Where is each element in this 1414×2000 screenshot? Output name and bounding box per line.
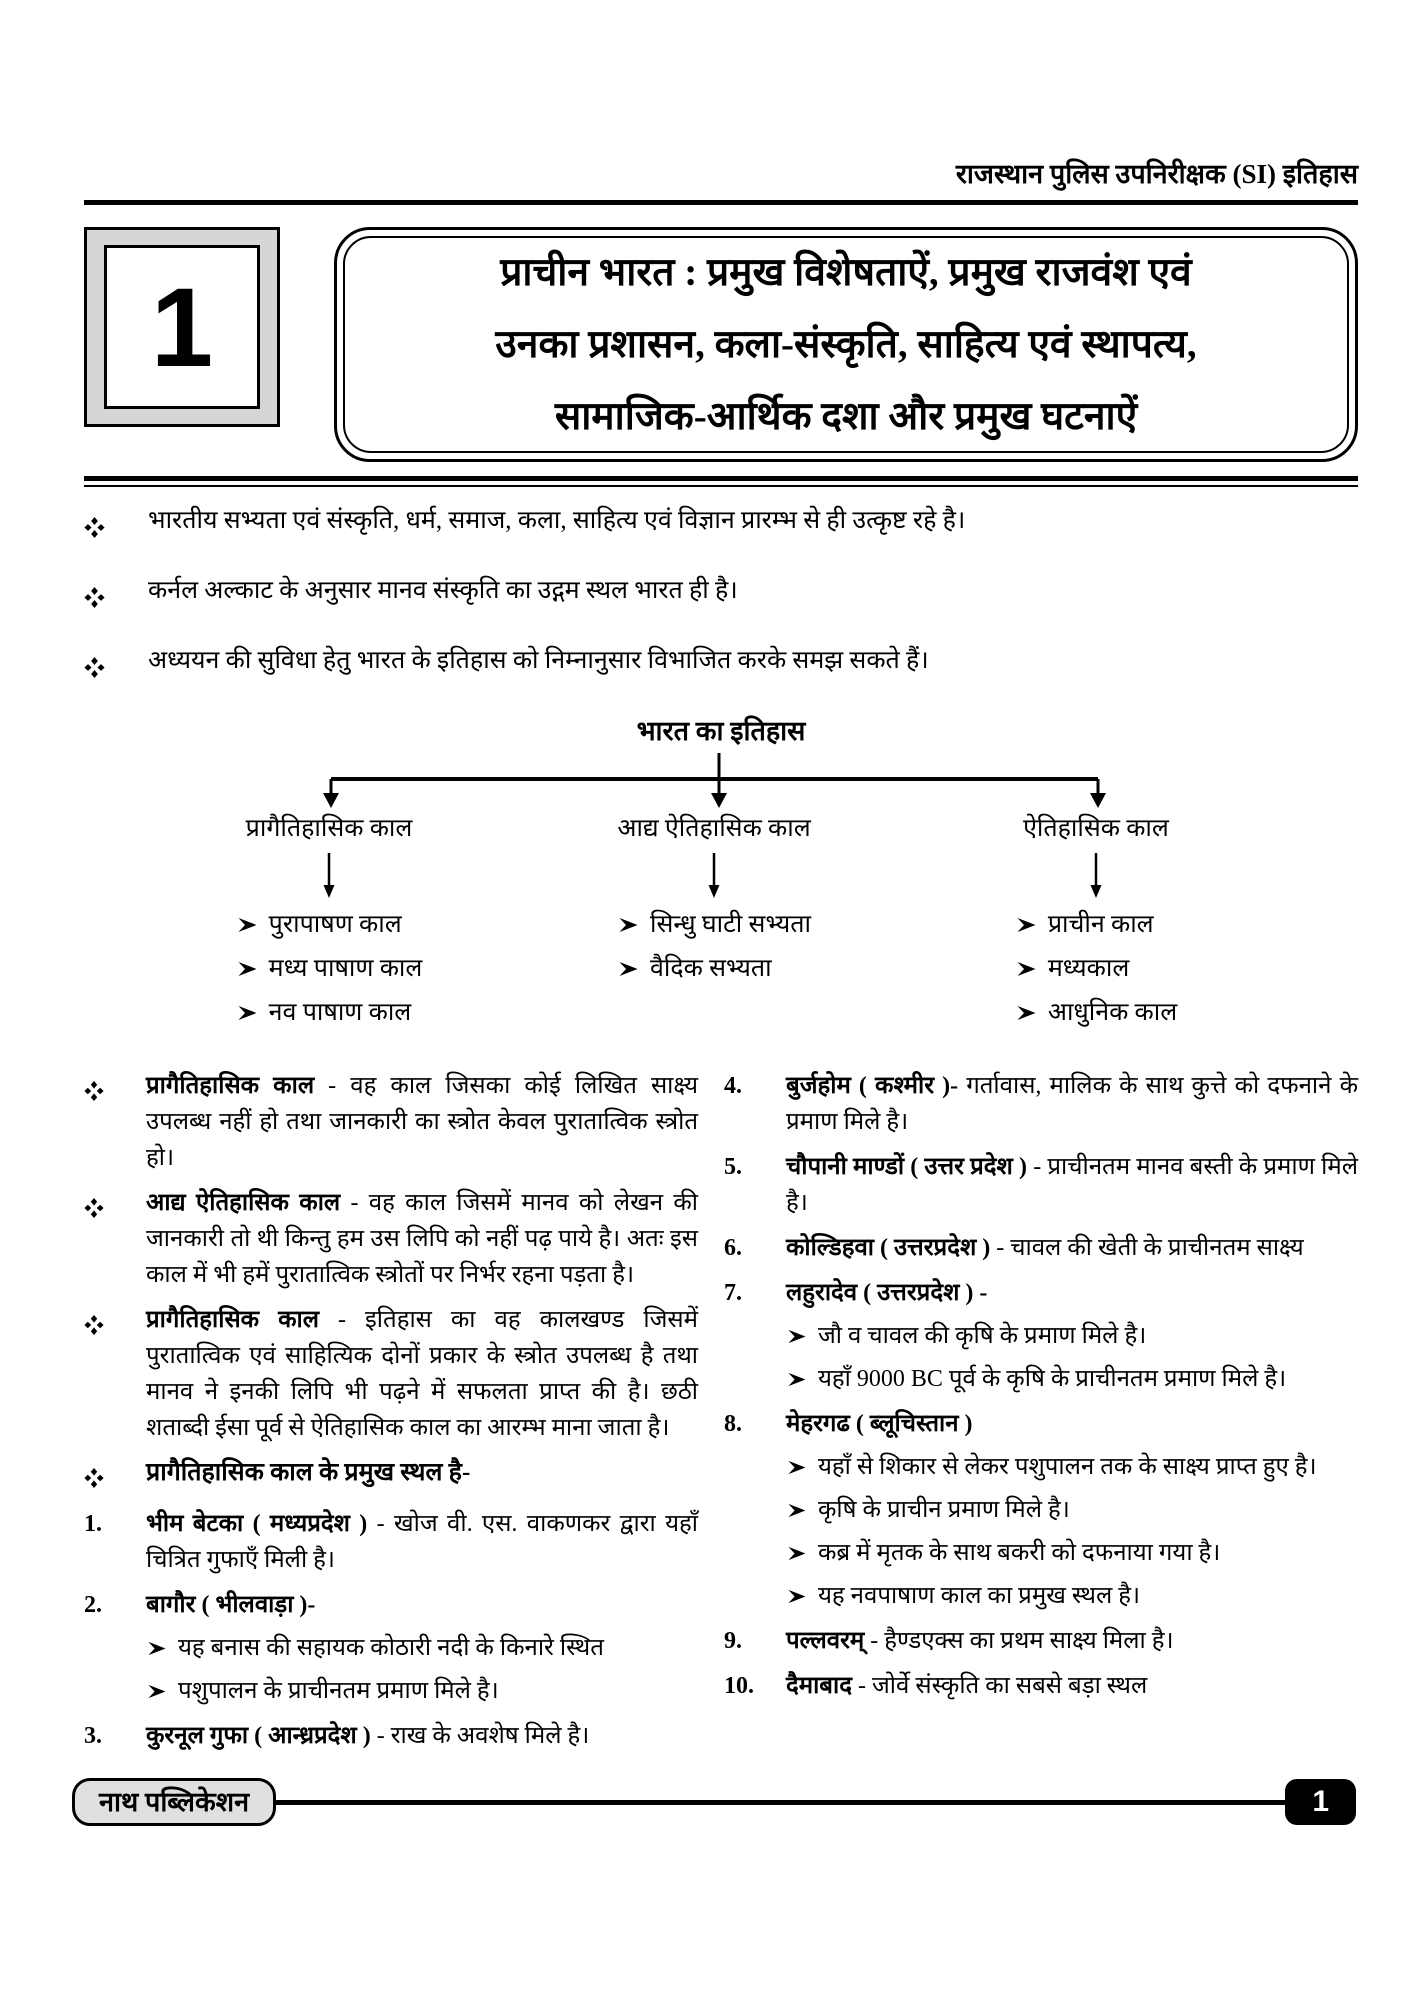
item-term: मेहरगढ ( ब्लूचिस्तान ) <box>786 1411 973 1437</box>
sub-item-text: यह नवपाषाण काल का प्रमुख स्थल है। <box>818 1583 1141 1609</box>
branch-list <box>236 903 423 1035</box>
item-body: गर्तावास, मालिक के साथ कुत्ते को दफनाने के प्रमाण मिले है। <box>786 1073 1358 1135</box>
item-number: 5. <box>724 1154 742 1180</box>
branch-item-text: वैदिक सभ्यता <box>649 955 772 982</box>
diamond-bullet-icon <box>84 641 148 689</box>
numbered-item <box>724 1275 1358 1397</box>
numbered-item <box>84 1506 698 1578</box>
item-number: 2. <box>84 1592 102 1618</box>
item-term: दैमाबाद <box>786 1673 852 1699</box>
item-text <box>146 1718 698 1754</box>
down-arrow-icon <box>544 851 884 903</box>
definition-term: प्रागैतिहासिक काल <box>146 1073 315 1099</box>
branch-item-text: आधुनिक काल <box>1047 999 1178 1026</box>
item-number: 10. <box>724 1673 754 1699</box>
diamond-bullet-icon <box>84 1068 146 1176</box>
arrowhead-bullet-icon <box>786 1583 806 1609</box>
page-number-badge: 1 <box>1285 1779 1356 1825</box>
definition-term: प्रागैतिहासिक काल <box>146 1307 320 1333</box>
item-term: पल्लवरम् <box>786 1628 865 1654</box>
definition-text <box>146 1068 698 1176</box>
item-text <box>786 1623 1358 1659</box>
chapter-number: 1 <box>104 245 260 409</box>
arrowhead-bullet-icon <box>786 1497 806 1523</box>
arrowhead-bullet-icon <box>786 1540 806 1566</box>
item-text <box>786 1230 1358 1266</box>
item-body: - चावल की खेती के प्राचीनतम साक्ष्य <box>990 1235 1304 1261</box>
item-body: - प्राचीनतम मानव बस्ती के प्रमाण मिले है। <box>786 1154 1358 1216</box>
item-text <box>146 1506 698 1578</box>
branch-label: आद्य ऐतिहासिक काल <box>617 815 811 842</box>
branch-item-text: नव पाषाण काल <box>268 999 412 1026</box>
body-columns <box>84 1068 1358 1763</box>
numbered-item <box>724 1149 1358 1221</box>
sub-item-text: यहाँ से शिकार से लेकर पशुपालन तक के साक्ष्य प्राप्त हुए है। <box>818 1454 1317 1480</box>
item-term: बुर्जहोम ( कश्मीर )- <box>786 1073 959 1099</box>
item-term: भीम बेटका ( मध्यप्रदेश ) <box>146 1511 368 1537</box>
arrowhead-bullet-icon <box>786 1366 806 1392</box>
list-item <box>617 903 811 947</box>
item-number: 7. <box>724 1280 742 1306</box>
right-column <box>724 1068 1358 1763</box>
chapter-title-line: प्राचीन भारत : प्रमुख विशेषताऐं, प्रमुख राजवंश एवं <box>500 250 1192 294</box>
intro-section <box>84 501 1358 689</box>
bullet-text: कर्नल अल्काट के अनुसार मानव संस्कृति का उद्गम स्थल भारत ही है। <box>148 577 738 604</box>
sub-item-text: यहाँ 9000 BC पूर्व के कृषि के प्राचीनतम प्रमाण मिले है। <box>818 1366 1287 1392</box>
branch-list <box>617 903 811 991</box>
item-term: कोल्डिहवा ( उत्तरप्रदेश ) <box>786 1235 991 1261</box>
sub-item <box>786 1492 1358 1528</box>
publisher-badge: नाथ पब्लिकेशन <box>72 1778 276 1826</box>
chapter-banner <box>84 227 1358 462</box>
diamond-bullet-icon <box>84 501 148 549</box>
sub-item-text: कब्र में मृतक के साथ बकरी को दफनाया गया है। <box>818 1540 1221 1566</box>
diamond-bullet-icon <box>84 1455 146 1497</box>
bullet-text: भारतीय सभ्यता एवं संस्कृति, धर्म, समाज, कला, साहित्य एवं विज्ञान प्रारम्भ से ही उत्कृष्ट रहे है। <box>148 507 966 534</box>
sub-item <box>146 1673 698 1709</box>
item-body: - राख के अवशेष मिले है। <box>370 1723 590 1749</box>
arrowhead-bullet-icon <box>617 911 638 938</box>
item-text <box>786 1406 1358 1614</box>
numbered-item <box>724 1230 1358 1266</box>
list-item <box>236 903 423 947</box>
branch-label: ऐतिहासिक काल <box>1023 815 1169 842</box>
item-text <box>786 1668 1358 1704</box>
item-text <box>786 1149 1358 1221</box>
down-arrow-icon <box>711 779 727 808</box>
item-text <box>786 1068 1358 1140</box>
arrowhead-bullet-icon <box>1015 955 1036 982</box>
section-divider <box>84 476 1358 487</box>
sub-item <box>786 1449 1358 1485</box>
down-arrow-icon <box>926 851 1266 903</box>
definition-text <box>146 1302 698 1446</box>
diamond-bullet-icon <box>84 571 148 619</box>
flowchart-title: भारत का इतिहास <box>636 716 806 746</box>
down-arrow-icon <box>1090 779 1106 808</box>
sub-item <box>786 1318 1358 1354</box>
list-item <box>84 571 1358 619</box>
chapter-title <box>343 236 1349 453</box>
arrowhead-bullet-icon <box>1015 911 1036 938</box>
numbered-item <box>724 1068 1358 1140</box>
branch-label: प्रागैतिहासिक काल <box>245 815 413 842</box>
branch-list <box>1015 903 1177 1035</box>
arrowhead-bullet-icon <box>786 1323 806 1349</box>
branch-item-text: प्राचीन काल <box>1047 911 1154 938</box>
sub-item-text: कृषि के प्राचीन प्रमाण मिले है। <box>818 1497 1070 1523</box>
diamond-bullet-icon <box>84 1302 146 1446</box>
item-number: 3. <box>84 1723 102 1749</box>
definition-body: - इतिहास का वह कालखण्ड जिसमें पुरातात्विक एवं साहित्यिक दोनों प्रकार के स्त्रोत उपलब्ध है तथा मानव ने इनकी लिपि भी पढ़ने में सफलता प्राप्त की है। छठी शताब्दी ईसा पूर्व से ऐतिहासिक काल का आरम्भ माना जाता है। <box>146 1307 698 1441</box>
header-rule <box>84 200 1358 205</box>
definition-item <box>84 1185 698 1293</box>
definition-body: - वह काल जिसका कोई लिखित साक्ष्य उपलब्ध नहीं हो तथा जानकारी का स्त्रोत केवल पुरातात्विक स्त्रोत हो। <box>146 1073 698 1171</box>
arrowhead-bullet-icon <box>617 955 638 982</box>
list-item <box>617 947 811 991</box>
item-number: 4. <box>724 1073 742 1099</box>
arrowhead-bullet-icon <box>146 1635 166 1661</box>
numbered-item <box>724 1406 1358 1614</box>
sub-item-text: यह बनास की सहायक कोठारी नदी के किनारे स्थित <box>178 1635 604 1661</box>
branch-item-text: मध्य पाषाण काल <box>268 955 423 982</box>
bullet-text: अध्ययन की सुविधा हेतु भारत के इतिहास को निम्नानुसार विभाजित करके समझ सकते हैं। <box>148 647 929 674</box>
section-heading: प्रागैतिहासिक काल के प्रमुख स्थल है- <box>146 1459 471 1486</box>
sub-item <box>146 1630 698 1666</box>
item-body: - हैण्डएक्स का प्रथम साक्ष्य मिला है। <box>864 1628 1174 1654</box>
item-text <box>146 1587 698 1709</box>
item-body: - जोर्वे संस्कृति का सबसे बड़ा स्थल <box>851 1673 1148 1699</box>
item-term: बागौर ( भीलवाड़ा )- <box>146 1592 316 1618</box>
item-term: कुरनूल गुफा ( आन्ध्रप्रदेश ) <box>146 1723 371 1749</box>
branch-protohistoric <box>544 809 884 991</box>
sub-item <box>786 1535 1358 1571</box>
flowchart-branches <box>84 809 1358 1044</box>
definition-term: आद्य ऐतिहासिक काल <box>146 1190 341 1216</box>
item-text <box>786 1275 1358 1397</box>
chapter-title-line: सामाजिक-आर्थिक दशा और प्रमुख घटनाऐं <box>554 394 1138 438</box>
flowchart-connector <box>86 751 1356 809</box>
item-term: चौपानी माण्डों ( उत्तर प्रदेश ) <box>786 1154 1028 1180</box>
list-item <box>1015 991 1177 1035</box>
chapter-title-line: उनका प्रशासन, कला-संस्कृति, साहित्य एवं स्थापत्य, <box>495 322 1197 366</box>
definition-text <box>146 1185 698 1293</box>
arrowhead-bullet-icon <box>786 1454 806 1480</box>
list-item <box>84 501 1358 549</box>
item-body: - खोज वी. एस. वाकणकर द्वारा यहाँ चित्रित गुफाएँ मिली है। <box>146 1511 699 1573</box>
list-item <box>1015 947 1177 991</box>
item-number: 9. <box>724 1628 742 1654</box>
sub-item <box>786 1578 1358 1614</box>
arrowhead-bullet-icon <box>236 955 257 982</box>
definition-body: - वह काल जिसमें मानव को लेखन की जानकारी तो थी किन्तु हम उस लिपि को नहीं पढ़ पाये है। अतः इस काल में भी हमें पुरातात्विक स्त्रोतों पर निर्भर रहना पड़ता है। <box>146 1190 698 1288</box>
branch-item-text: पुरापाषण काल <box>268 911 402 938</box>
sub-item-text: पशुपालन के प्राचीनतम प्रमाण मिले है। <box>178 1678 499 1704</box>
numbered-item <box>724 1668 1358 1704</box>
arrowhead-bullet-icon <box>236 999 257 1026</box>
branch-item-text: सिन्धु घाटी सभ्यता <box>649 911 812 938</box>
down-arrow-icon <box>323 779 339 808</box>
list-item <box>236 991 423 1035</box>
arrowhead-bullet-icon <box>1015 999 1036 1026</box>
item-term: लहुरादेव ( उत्तरप्रदेश ) - <box>786 1280 988 1306</box>
numbered-item <box>84 1718 698 1754</box>
definition-item <box>84 1068 698 1176</box>
branch-historic <box>926 809 1266 1035</box>
arrowhead-bullet-icon <box>236 911 257 938</box>
arrowhead-bullet-icon <box>146 1678 166 1704</box>
list-item <box>236 947 423 991</box>
sub-item-text: जौ व चावल की कृषि के प्रमाण मिले है। <box>818 1323 1147 1349</box>
down-arrow-icon <box>159 851 499 903</box>
item-number: 6. <box>724 1235 742 1261</box>
numbered-item <box>724 1623 1358 1659</box>
chapter-title-box <box>334 227 1358 462</box>
branch-prehistoric <box>159 809 499 1035</box>
item-number: 1. <box>84 1511 102 1537</box>
item-number: 8. <box>724 1411 742 1437</box>
definition-item <box>84 1302 698 1446</box>
page-footer <box>72 1778 1356 1826</box>
sub-item <box>786 1361 1358 1397</box>
chapter-number-box <box>84 227 280 427</box>
section-heading-row <box>84 1455 698 1497</box>
left-column <box>84 1068 698 1763</box>
numbered-item <box>84 1587 698 1709</box>
branch-item-text: मध्यकाल <box>1047 955 1130 982</box>
list-item <box>1015 903 1177 947</box>
page-header-title: राजस्थान पुलिस उपनिरीक्षक (SI) इतिहास <box>955 159 1358 189</box>
diamond-bullet-icon <box>84 1185 146 1293</box>
list-item <box>84 641 1358 689</box>
footer-rule <box>272 1800 1287 1805</box>
